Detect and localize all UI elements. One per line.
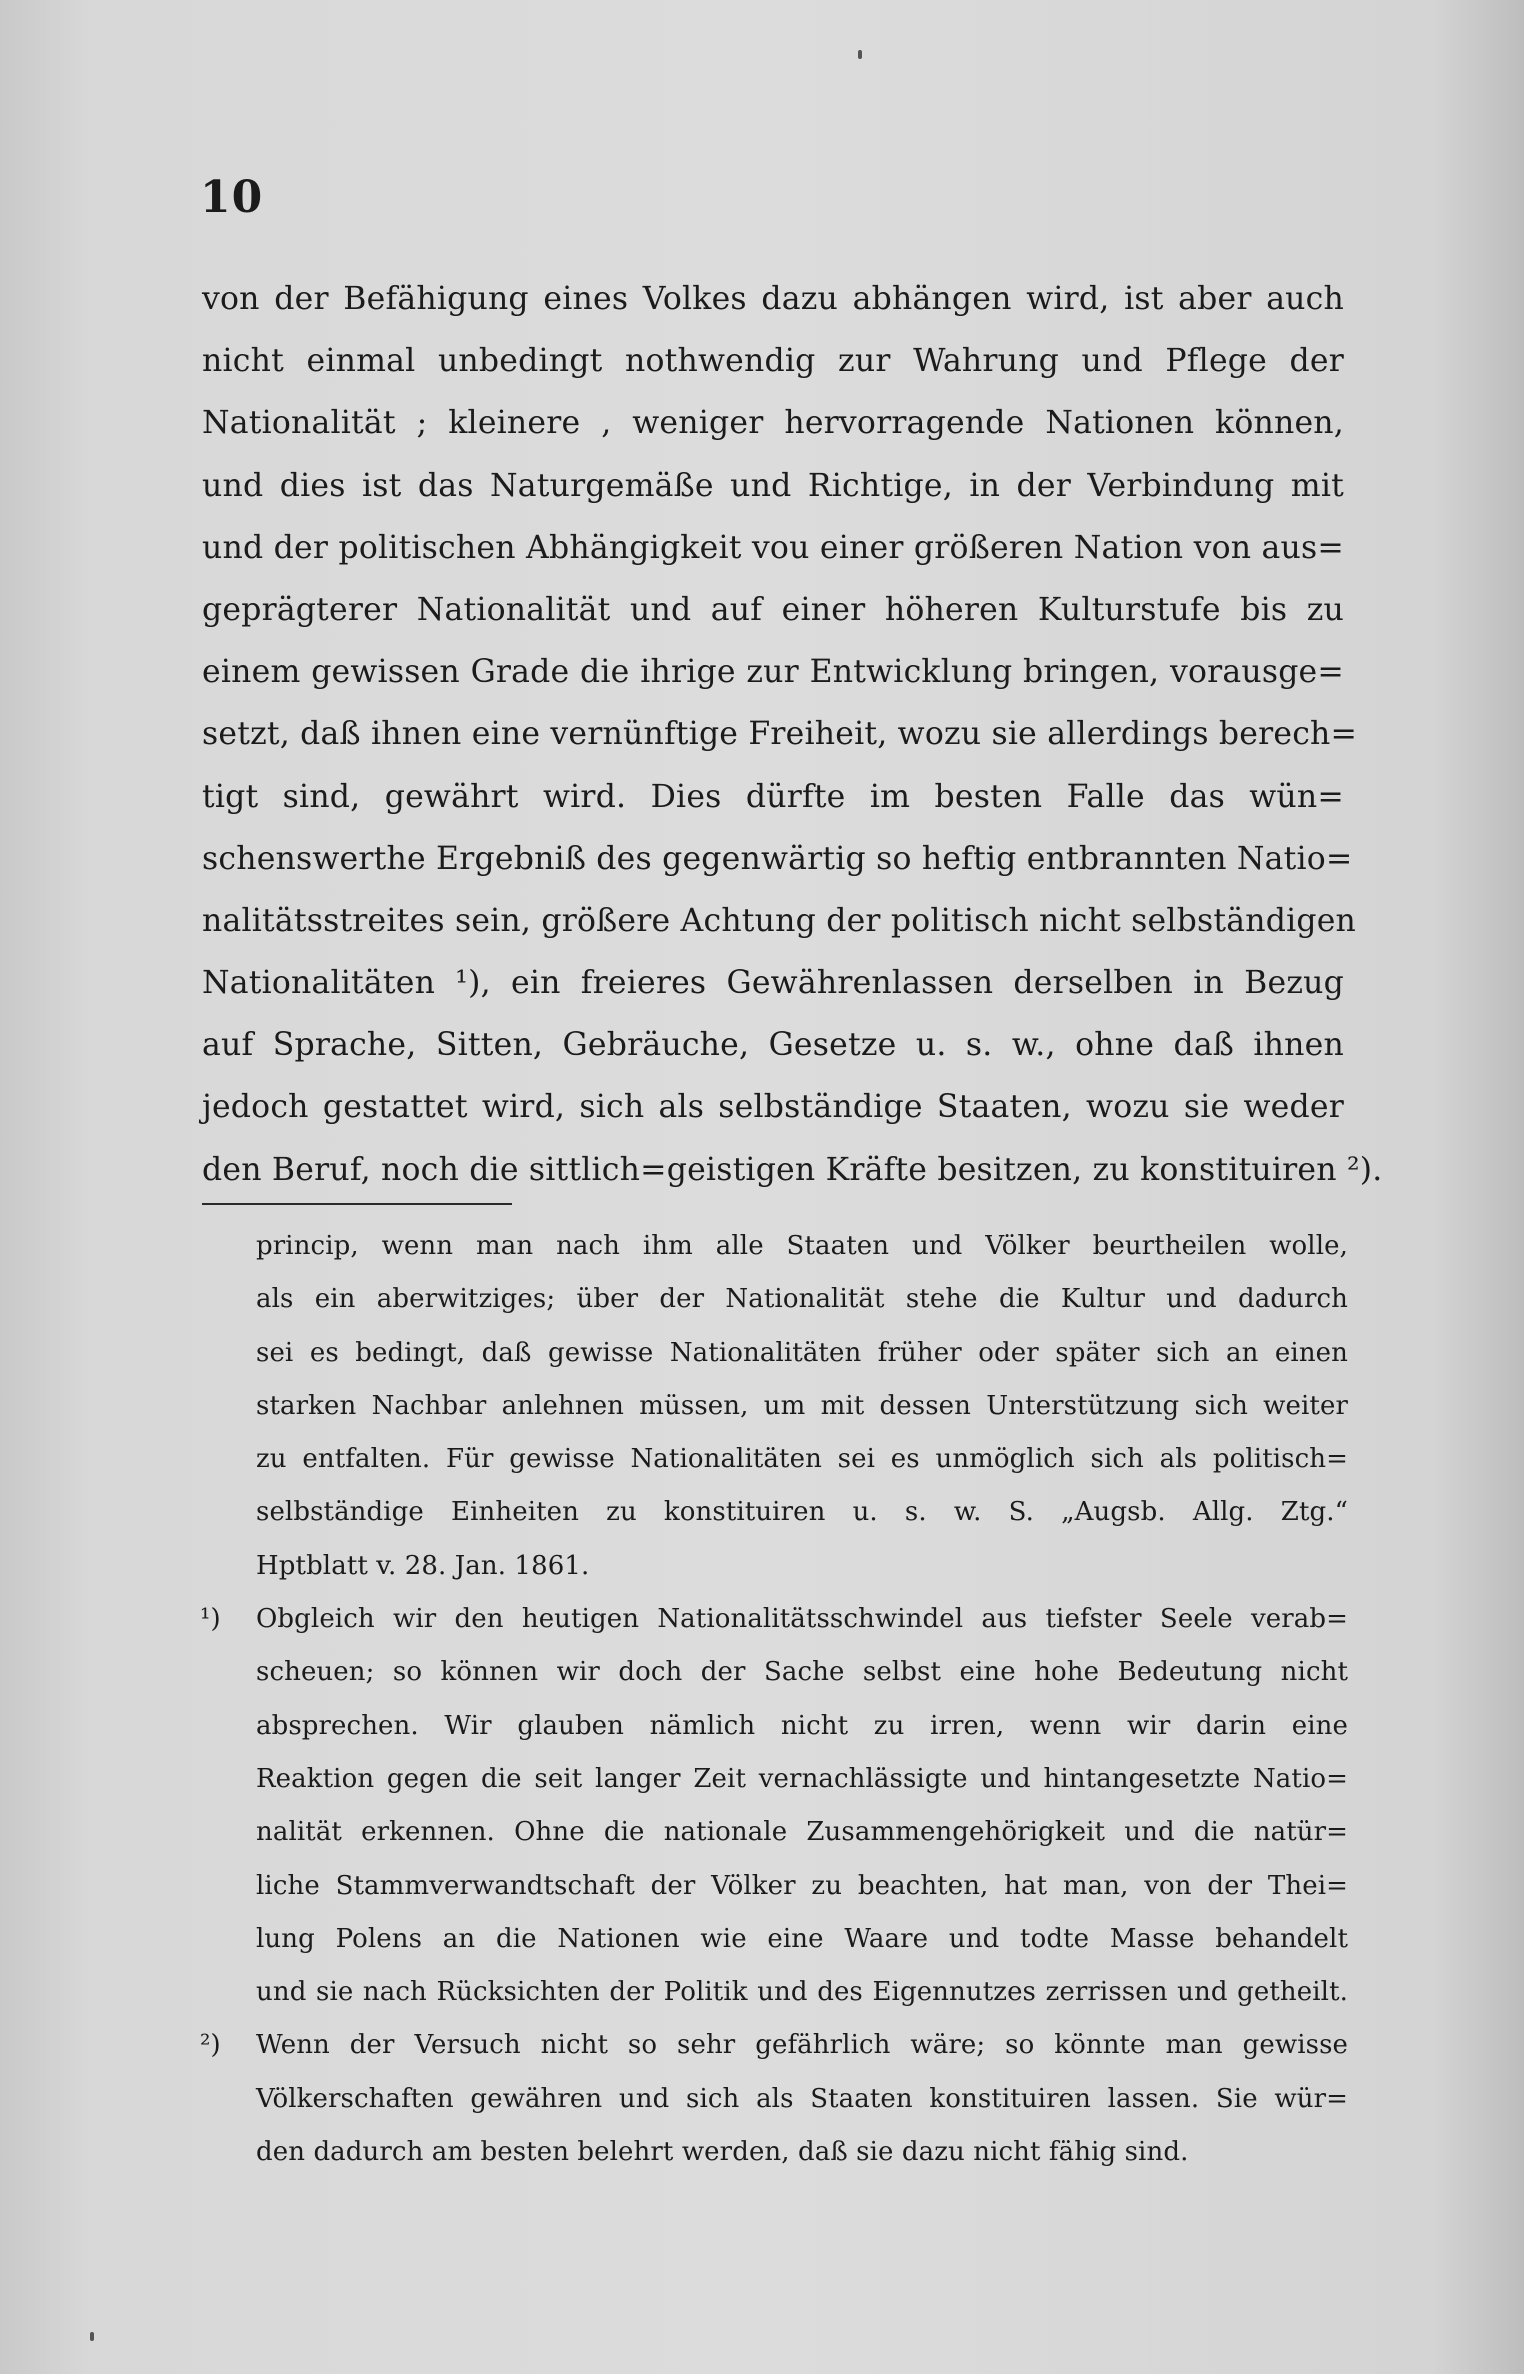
footnote-line: scheuen; so können wir doch der Sache selbst eine hohe Bedeutung nicht xyxy=(256,1657,1348,1688)
footnote-line: selbständige Einheiten zu konstituiren u. s. w. S. „Augsb. Allg. Ztg.“ xyxy=(256,1497,1348,1528)
print-speck xyxy=(90,2332,94,2341)
text-line: von der Befähigung eines Volkes dazu abhängen wird, ist aber auch xyxy=(202,281,1344,317)
text-line: Nationalitäten ¹), ein freieres Gewährenlassen derselben in Bezug xyxy=(202,965,1344,1002)
footnote-marker: ²) xyxy=(200,2030,221,2061)
footnote-line xyxy=(200,1593,1348,1646)
body-text xyxy=(202,268,1383,1201)
footnote-line: nalität erkennen. Ohne die nationale Zusammengehörigkeit und die natür= xyxy=(256,1817,1348,1848)
footnote-line: den dadurch am besten belehrt werden, daß sie dazu nicht fähig sind. xyxy=(256,2137,1189,2168)
footnote-line: Hptblatt v. 28. Jan. 1861. xyxy=(256,1550,590,1581)
footnote-line: Reaktion gegen die seit langer Zeit vernachlässigte und hintangesetzte Natio= xyxy=(256,1763,1348,1794)
text-line: auf Sprache, Sitten, Gebräuche, Gesetze u. s. w., ohne daß ihnen xyxy=(202,1027,1344,1064)
footnote-line: liche Stammverwandtschaft der Völker zu beachten, hat man, von der Thei= xyxy=(256,1870,1348,1901)
footnote-line: Völkerschaften gewähren und sich als Staaten konstituiren lassen. Sie wür= xyxy=(256,2083,1348,2114)
footnote-line: sei es bedingt, daß gewisse Nationalitäten früher oder später sich an einen xyxy=(256,1337,1348,1368)
footnote-line: und sie nach Rücksichten der Politik und des Eigennutzes zerrissen und getheilt. xyxy=(256,1977,1348,2008)
footnote-line: absprechen. Wir glauben nämlich nicht zu irren, wenn wir darin eine xyxy=(256,1710,1348,1741)
footnote-line: starken Nachbar anlehnen müssen, um mit dessen Unterstützung sich weiter xyxy=(256,1390,1348,1421)
print-speck xyxy=(858,50,862,59)
footnote-line xyxy=(200,2019,1348,2072)
footnotes xyxy=(200,1220,1348,2179)
text-line: und der politischen Abhängigkeit vou einer größeren Nation von aus= xyxy=(202,529,1344,566)
footnote-line: zu entfalten. Für gewisse Nationalitäten sei es unmöglich sich als politisch= xyxy=(256,1444,1348,1475)
text-line: geprägterer Nationalität und auf einer höheren Kulturstufe bis zu xyxy=(202,591,1344,628)
footnote-text: Wenn der Versuch nicht so sehr gefährlich wäre; so könnte man gewisse xyxy=(256,2030,1348,2061)
footnote-1 xyxy=(200,1593,1348,2019)
footnote-line: lung Polens an die Nationen wie eine Waare und todte Masse behandelt xyxy=(256,1923,1348,1954)
text-line: tigt sind, gewährt wird. Dies dürfte im besten Falle das wün= xyxy=(202,778,1344,815)
text-line: nicht einmal unbedingt nothwendig zur Wahrung und Pflege der xyxy=(202,343,1344,380)
footnote-line: princip, wenn man nach ihm alle Staaten und Völker beurtheilen wolle, xyxy=(256,1231,1348,1261)
page-number: 10 xyxy=(200,172,264,223)
text-line: einem gewissen Grade die ihrige zur Entwicklung bringen, vorausge= xyxy=(202,654,1344,691)
footnote-line: als ein aberwitziges; über der Nationalität stehe die Kultur und dadurch xyxy=(256,1284,1348,1315)
footnote-2 xyxy=(200,2019,1348,2179)
footnote-text: Obgleich wir den heutigen Nationalitätsschwindel aus tiefster Seele verab= xyxy=(256,1604,1348,1635)
text-line: nalitätsstreites sein, größere Achtung der politisch nicht selbständigen xyxy=(202,902,1357,939)
text-line: Nationalität ; kleinere , weniger hervorragende Nationen können, xyxy=(202,405,1344,442)
text-line: jedoch gestattet wird, sich als selbständige Staaten, wozu sie weder xyxy=(202,1089,1344,1126)
footnote-separator xyxy=(202,1203,512,1205)
footnote-continuation xyxy=(200,1220,1348,1593)
footnote-marker: ¹) xyxy=(200,1604,221,1635)
text-line: den Beruf, noch die sittlich=geistigen Kräfte besitzen, zu konstituiren ²). xyxy=(202,1151,1383,1188)
text-line: und dies ist das Naturgemäße und Richtige, in der Verbindung mit xyxy=(202,467,1344,504)
text-line: setzt, daß ihnen eine vernünftige Freiheit, wozu sie allerdings berech= xyxy=(202,716,1358,753)
text-line: schenswerthe Ergebniß des gegenwärtig so heftig entbrannten Natio= xyxy=(202,840,1353,877)
